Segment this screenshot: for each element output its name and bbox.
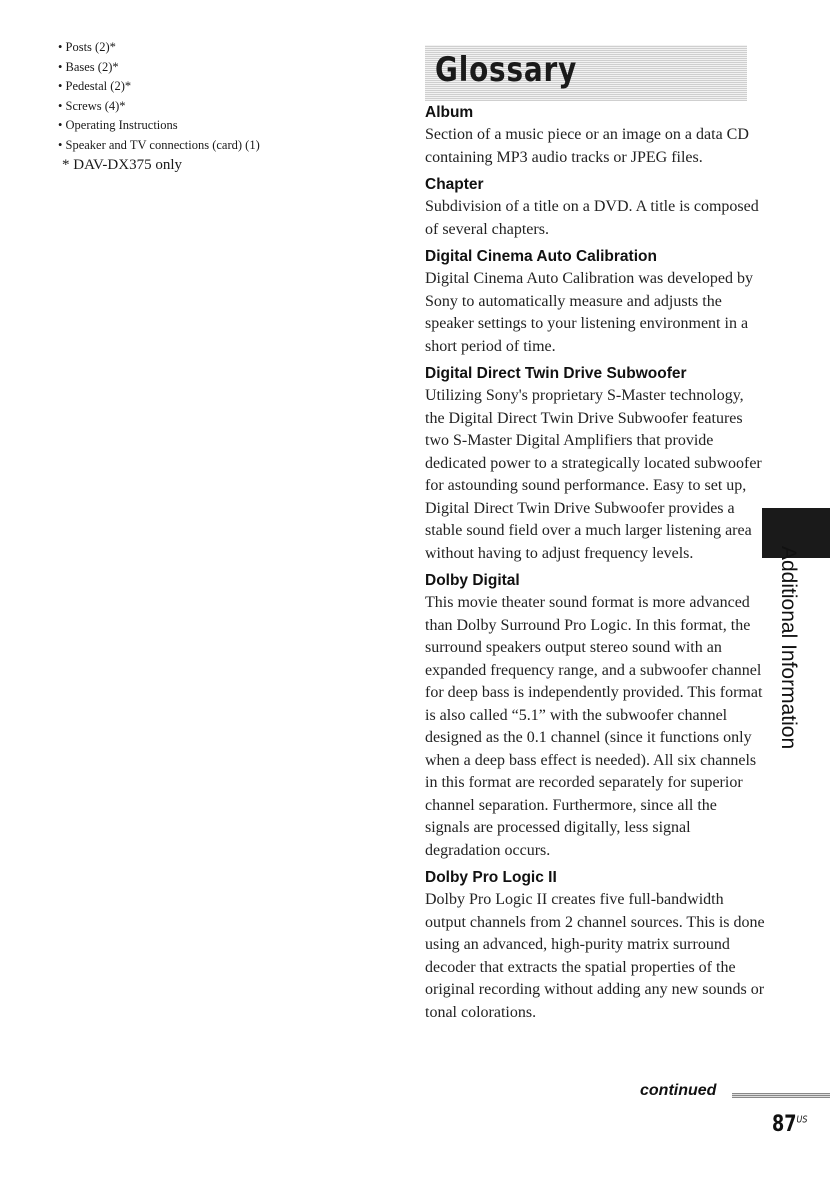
continued-rule	[732, 1093, 830, 1098]
glossary-definition: Utilizing Sony's proprietary S-Master technology, the Digital Direct Twin Drive Subwoofer features two S-Master Digital Amplifiers that provide dedicated power to a strategically located subwoofer for astounding sound performance. Easy to set up, Digital Direct Twin Drive Subwoofer provides a stable sound field over a much larger listening area without having to adjust frequency levels.	[425, 387, 762, 562]
accessory-item-screws: • Screws (4)*	[58, 98, 126, 113]
accessory-item-bases: • Bases (2)*	[58, 59, 119, 74]
accessories-list	[58, 38, 388, 175]
glossary-banner	[425, 45, 747, 101]
glossary-term: Digital Direct Twin Drive Subwoofer	[425, 365, 687, 382]
glossary-term: Album	[425, 104, 474, 121]
glossary-definition: This movie theater sound format is more advanced than Dolby Surround Pro Logic. In this format, the surround speakers output stereo sound with an expanded frequency range, and a subwoofer channel for deep bass is independently provided. This format is also called “5.1” with the subwoofer channel designed as the 0.1 channel (since it functions only when a deep bass effect is needed). All six channels in this format are recorded separately for superior channel separation. Furthermore, since all the signals are processed digitally, less signal degradation occurs.	[425, 594, 763, 859]
glossary-definition: Digital Cinema Auto Calibration was developed by Sony to automatically measure and adjusts the speaker settings to your listening environment in a short period of time.	[425, 270, 753, 355]
section-tab-label: Additional Information	[777, 546, 800, 750]
glossary-term: Dolby Pro Logic II	[425, 869, 557, 886]
glossary-definition: Section of a music piece or an image on a data CD containing MP3 audio tracks or JPEG files.	[425, 126, 749, 166]
glossary-term: Chapter	[425, 176, 484, 193]
page-number-suffix: US	[796, 1114, 808, 1126]
page-number-value: 87	[772, 1112, 797, 1137]
continued-label: continued	[640, 1082, 717, 1099]
accessory-item-posts: • Posts (2)*	[58, 40, 116, 54]
glossary-title: Glossary	[435, 50, 578, 90]
accessory-item-connections-card: • Speaker and TV connections (card) (1)	[58, 137, 260, 152]
page-number	[772, 1112, 807, 1137]
glossary-term: Dolby Digital	[425, 572, 520, 589]
glossary-term: Digital Cinema Auto Calibration	[425, 248, 657, 265]
glossary-definition: Dolby Pro Logic II creates five full-bandwidth output channels from 2 channel sources. This is done using an advanced, high-purity matrix surround decoder that extracts the spatial properties of the original recording without adding any new sounds or tonal colorations.	[425, 891, 765, 1021]
accessory-item-pedestal: • Pedestal (2)*	[58, 79, 132, 93]
accessory-footnote: * DAV-DX375 only	[62, 157, 183, 173]
glossary-entries	[425, 102, 765, 1029]
accessory-item-operating-instructions: • Operating Instructions	[58, 118, 178, 132]
glossary-definition: Subdivision of a title on a DVD. A title is composed of several chapters.	[425, 198, 759, 238]
